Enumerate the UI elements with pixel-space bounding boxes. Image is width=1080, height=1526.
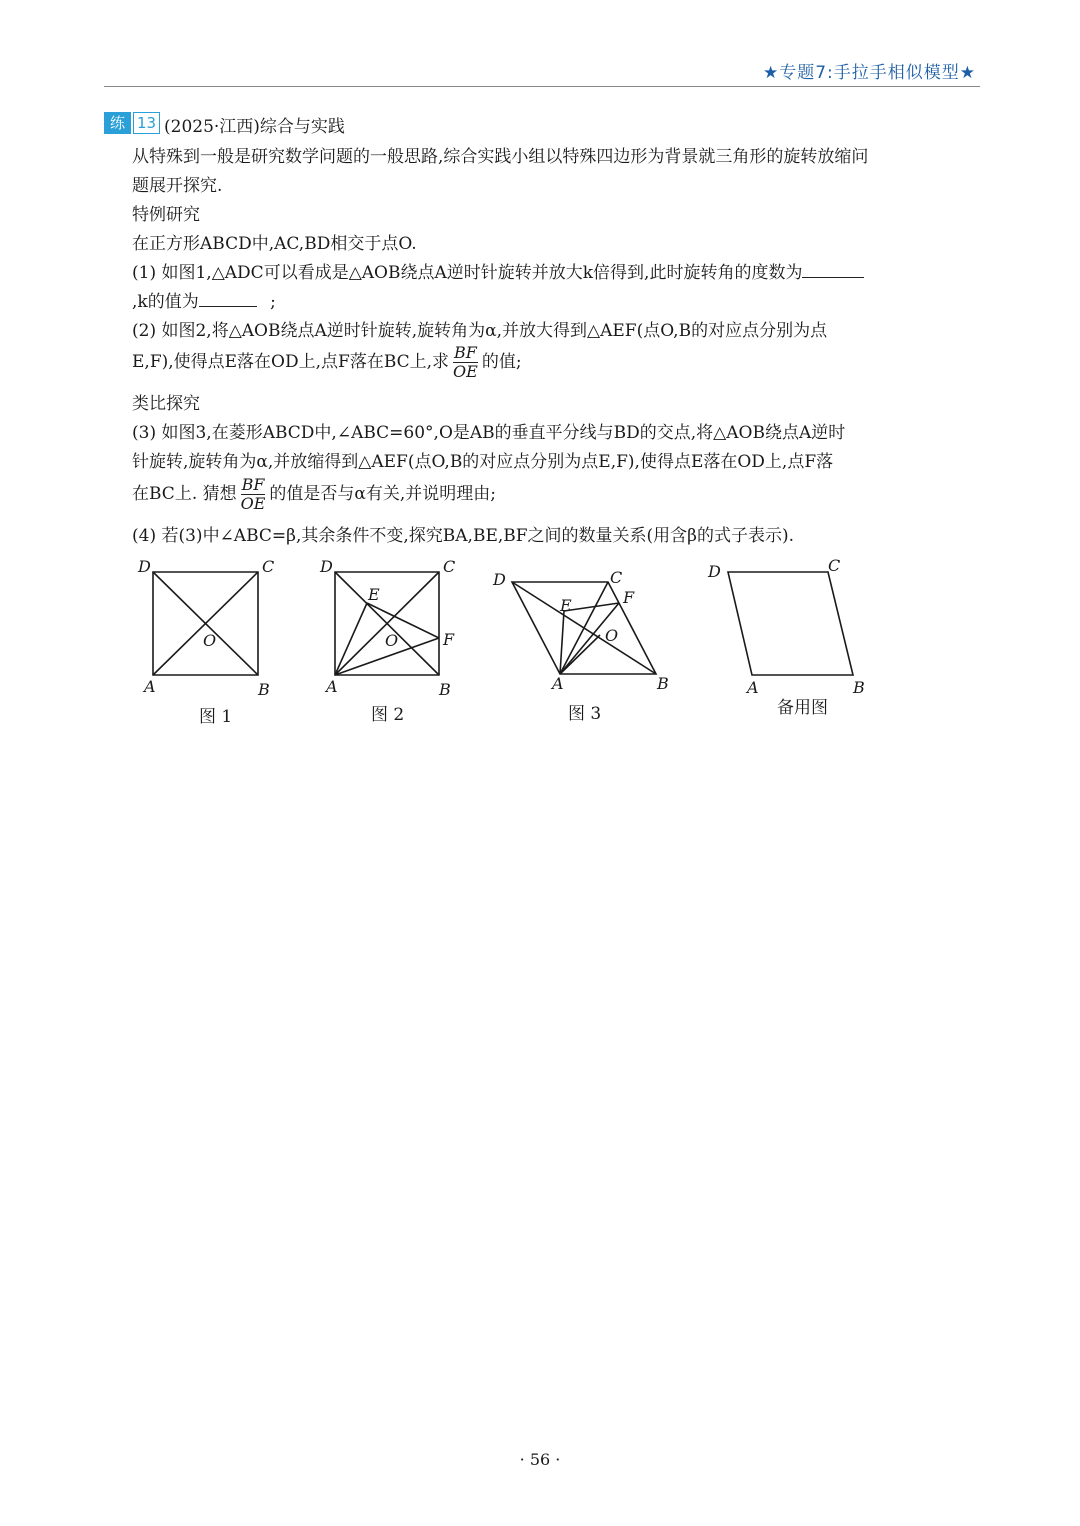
part2-end: 的值; [481,352,522,372]
part1-k-text: ,k的值为 [132,292,199,312]
part3-text: 在BC上. 猜想 [132,484,237,504]
fraction-bf-oe [453,344,478,381]
fig3-segment-ao [560,635,600,674]
fraction-numerator: BF [454,343,477,362]
fig2-caption: 图 2 [371,705,405,725]
part3-end: 的值是否与α有关,并说明理由; [269,484,497,504]
figure-1 [153,572,258,675]
part4-line: (4) 若(3)中∠ABC=β,其余条件不变,探究BA,BE,BF之间的数量关系(用含β的式子表示). [132,526,795,546]
fig3-label-a: A [552,674,564,693]
fig3-label-b: B [657,674,669,693]
fig3-label-o: O [605,626,619,645]
page-number: · 56 · [519,1450,561,1469]
fraction-denominator: OE [453,362,478,381]
fraction-numerator: BF [241,475,265,494]
spare-caption: 备用图 [777,698,828,718]
answer-blank-k[interactable] [199,290,257,307]
header-rule [104,86,980,87]
fig2-label-c: C [443,557,456,576]
part2-line-1: (2) 如图2,将△AOB绕点A逆时针旋转,旋转角为α,并放大得到△AEF(点O,B的对应点分别为点 [132,321,828,341]
figure-3 [512,582,656,674]
setup-line: 在正方形ABCD中,AC,BD相交于点O. [132,234,417,254]
spare-rhombus [728,572,853,675]
answer-blank-angle[interactable] [802,261,864,278]
figure-spare [728,572,853,675]
fig1-label-b: B [258,680,270,699]
exercise-tag-number: 13 [133,112,160,134]
section-analogy: 类比探究 [132,394,200,414]
intro-line-2: 题展开探究. [132,176,223,196]
fig3-label-c: C [610,568,623,587]
part1-line-1 [132,258,864,283]
fig1-label-a: A [144,677,156,696]
spare-label-c: C [828,556,841,575]
part3-line-3 [132,476,496,513]
fig2-label-f: F [443,630,455,649]
spare-label-a: A [747,678,759,697]
fig2-segment-ae [335,603,367,675]
fig2-label-d: D [320,557,333,576]
part1-text: (1) 如图1,△ADC可以看成是△AOB绕点A逆时针旋转并放大k倍得到,此时旋转角的度数为 [132,263,803,283]
question-source: (2025·江西)综合与实践 [164,117,345,137]
fig1-label-d: D [138,557,151,576]
fraction-denominator: OE [240,494,266,513]
fig2-label-e: E [368,585,380,604]
fig2-label-a: A [326,677,338,696]
fig3-label-d: D [493,570,506,589]
figures-svg [0,550,1080,700]
part1-line-2 [132,287,276,312]
intro-line-1: 从特殊到一般是研究数学问题的一般思路,综合实践小组以特殊四边形为背景就三角形的旋转放缩问 [132,147,869,167]
fig1-caption: 图 1 [199,707,233,727]
fig3-label-f: F [623,588,635,607]
fig2-label-b: B [439,680,451,699]
fig3-segment-ae [560,611,564,674]
exercise-tag-label: 练 [104,112,131,134]
part2-text: E,F),使得点E落在OD上,点F落在BC上,求 [132,352,450,372]
fig3-label-e: E [560,596,572,615]
fig2-label-o: O [385,631,399,650]
header-title: ★专题7:手拉手相似模型★ [762,63,976,83]
fig3-caption: 图 3 [568,704,602,724]
part3-line-1: (3) 如图3,在菱形ABCD中,∠ABC=60°,O是AB的垂直平分线与BD的交点,将△AOB绕点A逆时 [132,423,846,443]
section-special-case: 特例研究 [132,205,200,225]
fig1-label-c: C [262,557,275,576]
spare-label-b: B [853,678,865,697]
exercise-tag [104,112,160,134]
fig1-label-o: O [203,631,217,650]
part2-line-2 [132,344,522,381]
fig3-segment-ef [564,603,619,611]
figure-2 [335,572,439,675]
part3-line-2: 针旋转,旋转角为α,并放缩得到△AEF(点O,B的对应点分别为点E,F),使得点E落在OD上,点F落 [132,452,834,472]
part1-end: ; [270,292,276,312]
fraction-bf-oe-2 [241,476,266,513]
spare-label-d: D [708,562,721,581]
